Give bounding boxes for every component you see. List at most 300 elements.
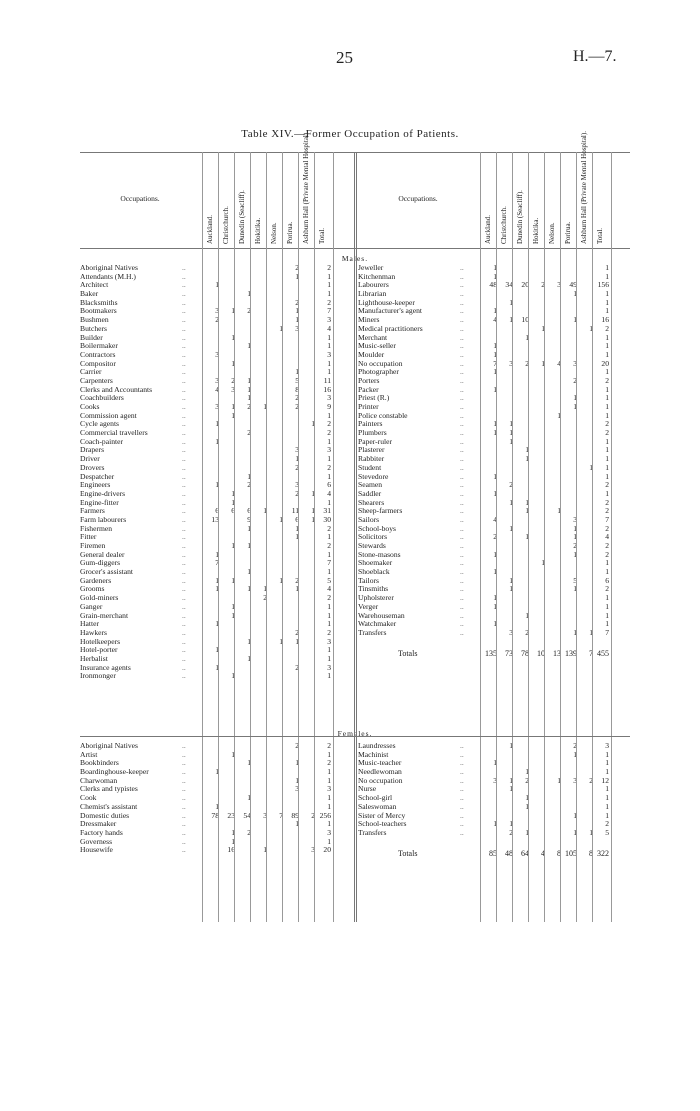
cell-value: 2: [327, 419, 331, 429]
occupation-name: Police constable: [358, 410, 408, 420]
total-value: 48: [505, 848, 513, 858]
cell-value: 2: [605, 541, 609, 550]
leader-dots: ..: [182, 593, 186, 603]
occupation-name: Printer: [358, 402, 379, 411]
occupation-name: Architect: [80, 280, 109, 290]
cell-value: 1: [605, 341, 609, 351]
cell-value: 1: [279, 323, 283, 333]
cell-value: 1: [493, 549, 497, 559]
occupation-name: Farm labourers: [80, 514, 127, 524]
cell-value: 3: [327, 315, 331, 325]
occupation-name: Shoeblack: [358, 567, 390, 577]
cell-value: 2: [605, 523, 609, 533]
cell-value: 49: [569, 280, 577, 290]
occupation-name: Coach-painter: [80, 436, 124, 446]
cell-value: 1: [327, 671, 331, 681]
cell-value: 4: [215, 384, 219, 394]
occupation-name: Drapers: [80, 445, 105, 455]
cell-value: 1: [525, 332, 529, 342]
leader-dots: ..: [182, 567, 186, 577]
cell-value: 1: [231, 306, 235, 316]
cell-value: 1: [247, 567, 251, 577]
leader-dots: ..: [182, 558, 186, 568]
cell-value: 2: [605, 506, 609, 516]
rule-line: [496, 152, 497, 922]
cell-value: 1: [605, 558, 609, 568]
leader-dots: ..: [182, 810, 186, 820]
total-value: 73: [505, 648, 513, 658]
cell-value: 1: [215, 480, 219, 490]
cell-value: 1: [215, 419, 219, 429]
cell-value: 1: [247, 541, 251, 550]
cell-value: 20: [601, 358, 609, 368]
cell-value: 1: [327, 410, 331, 420]
rule-line: [611, 152, 612, 922]
leader-dots: ..: [182, 263, 186, 272]
cell-value: 7: [279, 810, 283, 820]
cell-value: 2: [605, 584, 609, 594]
leader-dots: ..: [182, 767, 186, 777]
cell-value: 1: [493, 428, 497, 438]
cell-value: 1: [493, 306, 497, 316]
cell-value: 3: [327, 827, 331, 837]
cell-value: 1: [327, 367, 331, 377]
cell-value: 1: [247, 793, 251, 803]
leader-dots: ..: [182, 358, 186, 368]
occupation-name: Herbalist: [80, 653, 108, 663]
occupation-name: Plasterer: [358, 445, 385, 455]
cell-value: 1: [573, 584, 577, 594]
cell-value: 1: [215, 645, 219, 655]
occupation-name: Sister of Mercy: [358, 810, 406, 820]
cell-value: 1: [509, 584, 513, 594]
cell-value: 2: [573, 741, 577, 750]
cell-value: 1: [295, 584, 299, 594]
cell-value: 20: [323, 845, 331, 855]
leader-dots: ..: [182, 488, 186, 498]
leader-dots: ..: [460, 567, 464, 577]
cell-value: 1: [573, 402, 577, 411]
occupation-name: Manufacturer's agent: [358, 306, 422, 316]
cell-value: 6: [327, 480, 331, 490]
cell-value: 1: [589, 462, 593, 472]
cell-value: 1: [605, 349, 609, 359]
occupation-name: Upholsterer: [358, 593, 394, 603]
occupation-name: Cycle agents: [80, 419, 120, 429]
rule-line: [234, 152, 235, 922]
leader-dots: ..: [460, 819, 464, 829]
cell-value: 1: [279, 514, 283, 524]
cell-value: 1: [589, 323, 593, 333]
occupation-name: Gold-miners: [80, 593, 119, 603]
leader-dots: ..: [182, 653, 186, 663]
occupation-name: Fitter: [80, 532, 97, 542]
column-header-left: Nelson.: [270, 222, 278, 244]
cell-value: 1: [605, 436, 609, 446]
cell-value: 3: [231, 384, 235, 394]
rule-line: [298, 152, 299, 922]
cell-value: 2: [295, 627, 299, 637]
cell-value: 3: [295, 323, 299, 333]
cell-value: 1: [247, 289, 251, 299]
leader-dots: ..: [182, 523, 186, 533]
leader-dots: ..: [182, 541, 186, 550]
cell-value: 1: [493, 471, 497, 481]
cell-value: 1: [573, 393, 577, 403]
column-header-left: Ashburn Hall (Private Mental Hospital).: [302, 131, 310, 244]
cell-value: 3: [605, 741, 609, 750]
cell-value: 2: [573, 375, 577, 385]
leader-dots: ..: [182, 575, 186, 585]
occupation-name: Hawkers: [80, 627, 107, 637]
cell-value: 1: [327, 653, 331, 663]
leader-dots: ..: [460, 384, 464, 394]
occupation-name: Sailors: [358, 514, 380, 524]
cell-value: 2: [295, 462, 299, 472]
occupation-name: Lighthouse-keeper: [358, 297, 415, 307]
cell-value: 1: [509, 428, 513, 438]
cell-value: 1: [525, 827, 529, 837]
cell-value: 1: [605, 619, 609, 629]
cell-value: 1: [493, 601, 497, 611]
cell-value: 1: [605, 332, 609, 342]
leader-dots: ..: [182, 341, 186, 351]
cell-value: 3: [295, 480, 299, 490]
occupation-name: Jeweller: [358, 263, 384, 272]
occupation-name: Coachbuilders: [80, 393, 124, 403]
cell-value: 2: [247, 306, 251, 316]
cell-value: 1: [327, 619, 331, 629]
occupation-name: Transfers: [358, 627, 387, 637]
cell-value: 4: [327, 323, 331, 333]
leader-dots: ..: [182, 514, 186, 524]
cell-value: 1: [605, 445, 609, 455]
cell-value: 3: [311, 845, 315, 855]
occupation-name: Engine-fitter: [80, 497, 119, 507]
leader-dots: ..: [182, 819, 186, 829]
cell-value: 3: [327, 349, 331, 359]
totals-label: Totals: [398, 648, 418, 658]
cell-value: 4: [557, 358, 561, 368]
cell-value: 1: [327, 280, 331, 290]
leader-dots: ..: [182, 323, 186, 333]
column-header-left: Hokitika.: [254, 217, 262, 244]
occupation-name: Stevedore: [358, 471, 389, 481]
occupation-name: Engineers: [80, 480, 111, 490]
cell-value: 1: [509, 819, 513, 829]
leader-dots: ..: [460, 793, 464, 803]
totals-label: Totals: [398, 848, 418, 858]
cell-value: 1: [231, 541, 235, 550]
column-header-right: Auckland.: [484, 215, 492, 244]
occupation-name: Student: [358, 462, 382, 472]
total-value: 105: [565, 848, 577, 858]
cell-value: 1: [247, 653, 251, 663]
total-value: 64: [521, 848, 529, 858]
leader-dots: ..: [182, 741, 186, 750]
total-value: 7: [589, 648, 593, 658]
occupation-name: School-boys: [358, 523, 396, 533]
occupation-name: Kitchenman: [358, 271, 396, 281]
cell-value: 7: [327, 558, 331, 568]
leader-dots: ..: [182, 280, 186, 290]
occupation-name: Commercial travellers: [80, 428, 148, 438]
occupation-name: Ironmonger: [80, 671, 116, 681]
cell-value: 2: [541, 280, 545, 290]
occupation-name: Grooms: [80, 584, 105, 594]
leader-dots: ..: [460, 514, 464, 524]
cell-value: 1: [573, 289, 577, 299]
rule-line: [314, 152, 315, 922]
occupation-name: Cook: [80, 793, 97, 803]
cell-value: 1: [231, 836, 235, 846]
leader-dots: ..: [182, 332, 186, 342]
leader-dots: ..: [460, 767, 464, 777]
cell-value: 2: [247, 428, 251, 438]
cell-value: 3: [295, 445, 299, 455]
cell-value: 5: [573, 575, 577, 585]
occupation-name: Solicitors: [358, 532, 388, 542]
cell-value: 1: [327, 819, 331, 829]
occupation-name: Grocer's assistant: [80, 567, 134, 577]
cell-value: 1: [231, 488, 235, 498]
cell-value: 6: [605, 575, 609, 585]
leader-dots: ..: [182, 419, 186, 429]
occupation-name: Governess: [80, 836, 113, 846]
cell-value: 2: [573, 541, 577, 550]
cell-value: 1: [541, 558, 545, 568]
cell-value: 1: [573, 810, 577, 820]
cell-value: 2: [605, 819, 609, 829]
cell-value: 4: [605, 532, 609, 542]
cell-value: 3: [509, 358, 513, 368]
cell-value: 1: [295, 306, 299, 316]
cell-value: 7: [327, 306, 331, 316]
cell-value: 1: [541, 358, 545, 368]
cell-value: 1: [327, 645, 331, 655]
leader-dots: ..: [182, 671, 186, 681]
occupation-name: Seamen: [358, 480, 383, 490]
leader-dots: ..: [460, 306, 464, 316]
cell-value: 1: [557, 410, 561, 420]
total-value: 85: [489, 848, 497, 858]
cell-value: 1: [215, 436, 219, 446]
leader-dots: ..: [460, 454, 464, 464]
leader-dots: ..: [460, 263, 464, 272]
occupation-name: Packer: [358, 384, 379, 394]
cell-value: 1: [263, 584, 267, 594]
leader-dots: ..: [460, 593, 464, 603]
cell-value: 1: [605, 367, 609, 377]
cell-value: 2: [295, 575, 299, 585]
females-section-label: Females.: [337, 729, 373, 738]
cell-value: 1: [493, 619, 497, 629]
total-value: 4: [541, 848, 545, 858]
cell-value: 1: [231, 827, 235, 837]
occupation-name: School-teachers: [358, 819, 407, 829]
occupation-name: Commission agent: [80, 410, 137, 420]
cell-value: 3: [215, 402, 219, 411]
total-value: 455: [597, 648, 609, 658]
cell-value: 2: [327, 758, 331, 768]
leader-dots: ..: [460, 619, 464, 629]
leader-dots: ..: [460, 810, 464, 820]
cell-value: 7: [215, 558, 219, 568]
total-value: 8: [557, 848, 561, 858]
cell-value: 2: [327, 263, 331, 272]
cell-value: 2: [311, 810, 315, 820]
leader-dots: ..: [182, 436, 186, 446]
cell-value: 1: [231, 332, 235, 342]
cell-value: 1: [327, 549, 331, 559]
cell-value: 1: [327, 271, 331, 281]
cell-value: 2: [295, 662, 299, 672]
cell-value: 1: [509, 419, 513, 429]
cell-value: 1: [509, 297, 513, 307]
occupation-name: Laundresses: [358, 741, 396, 750]
cell-value: 1: [279, 575, 283, 585]
cell-value: 1: [295, 271, 299, 281]
leader-dots: ..: [460, 758, 464, 768]
leader-dots: ..: [460, 775, 464, 785]
occupation-name: Sheep-farmers: [358, 506, 403, 516]
occupation-name: Needlewoman: [358, 767, 402, 777]
leader-dots: ..: [460, 784, 464, 794]
occupation-name: Watchmaker: [358, 619, 397, 629]
occupation-name: Dressmaker: [80, 819, 117, 829]
leader-dots: ..: [460, 749, 464, 759]
occupation-name: Warehouseman: [358, 610, 405, 620]
leader-dots: ..: [182, 610, 186, 620]
cell-value: 2: [493, 532, 497, 542]
leader-dots: ..: [460, 332, 464, 342]
occupation-name: Despatcher: [80, 471, 115, 481]
cell-value: 1: [493, 488, 497, 498]
occupations-header-left: Occupations.: [120, 194, 160, 203]
cell-value: 1: [605, 306, 609, 316]
cell-value: 1: [327, 497, 331, 507]
occupation-name: Merchant: [358, 332, 388, 342]
occupation-name: Hotel-porter: [80, 645, 118, 655]
cell-value: 1: [573, 315, 577, 325]
cell-value: 1: [509, 775, 513, 785]
cell-value: 1: [493, 567, 497, 577]
cell-value: 1: [589, 827, 593, 837]
cell-value: 3: [573, 358, 577, 368]
cell-value: 10: [521, 315, 529, 325]
cell-value: 1: [327, 358, 331, 368]
total-value: 135: [485, 648, 497, 658]
cell-value: 3: [215, 375, 219, 385]
occupation-name: Machinist: [358, 749, 389, 759]
cell-value: 2: [215, 315, 219, 325]
rule-line: [202, 152, 203, 922]
cell-value: 1: [295, 775, 299, 785]
leader-dots: ..: [182, 836, 186, 846]
cell-value: 2: [605, 419, 609, 429]
cell-value: 2: [295, 263, 299, 272]
occupation-name: Hotelkeepers: [80, 636, 121, 646]
cell-value: 1: [605, 610, 609, 620]
occupation-name: Contractors: [80, 349, 116, 359]
cell-value: 2: [295, 393, 299, 403]
cell-value: 1: [605, 402, 609, 411]
occupation-name: Shearers: [358, 497, 385, 507]
occupation-name: Hatter: [80, 619, 99, 629]
cell-value: 1: [327, 749, 331, 759]
cell-value: 9: [247, 514, 251, 524]
occupation-name: Boardinghouse-keeper: [80, 767, 149, 777]
occupation-name: Gum-diggers: [80, 558, 121, 568]
cell-value: 4: [493, 315, 497, 325]
cell-value: 16: [601, 315, 609, 325]
occupation-name: Miners: [358, 315, 380, 325]
cell-value: 12: [601, 775, 609, 785]
occupation-name: Carpenters: [80, 375, 113, 385]
cell-value: 1: [215, 575, 219, 585]
occupation-name: Photographer: [358, 367, 399, 377]
occupation-name: Bootmakers: [80, 306, 117, 316]
cell-value: 3: [327, 784, 331, 794]
occupation-name: Verger: [358, 601, 379, 611]
cell-value: 1: [509, 741, 513, 750]
document-reference: H.—7.: [573, 48, 617, 65]
cell-value: 156: [597, 280, 609, 290]
rule-line: [528, 152, 529, 922]
cell-value: 2: [605, 428, 609, 438]
cell-value: 1: [327, 793, 331, 803]
column-header-left: Total.: [318, 227, 326, 244]
cell-value: 1: [573, 827, 577, 837]
occupation-name: Tinsmiths: [358, 584, 389, 594]
occupation-name: Stone-masons: [358, 549, 401, 559]
occupation-name: Domestic duties: [80, 810, 130, 820]
cell-value: 7: [493, 358, 497, 368]
leader-dots: ..: [460, 627, 464, 637]
leader-dots: ..: [182, 532, 186, 542]
rule-line: [218, 152, 219, 922]
cell-value: 1: [231, 601, 235, 611]
cell-value: 1: [247, 341, 251, 351]
cell-value: 2: [327, 297, 331, 307]
occupation-name: Builder: [80, 332, 103, 342]
occupation-name: Plumbers: [358, 428, 387, 438]
cell-value: 1: [589, 627, 593, 637]
cell-value: 3: [573, 514, 577, 524]
cell-value: 1: [605, 801, 609, 811]
occupation-name: Grain-merchant: [80, 610, 129, 620]
cell-value: 3: [215, 306, 219, 316]
cell-value: 1: [605, 758, 609, 768]
cell-value: 1: [231, 610, 235, 620]
cell-value: 1: [509, 497, 513, 507]
occupation-name: Aboriginal Natives: [80, 741, 138, 750]
total-value: 10: [537, 648, 545, 658]
cell-value: 1: [247, 523, 251, 533]
total-value: 322: [597, 848, 609, 858]
cell-value: 1: [327, 767, 331, 777]
cell-value: 1: [525, 610, 529, 620]
cell-value: 1: [525, 532, 529, 542]
leader-dots: ..: [182, 306, 186, 316]
cell-value: 2: [247, 402, 251, 411]
cell-value: 1: [295, 315, 299, 325]
occupation-name: Factory hands: [80, 827, 123, 837]
rule-line: [512, 152, 513, 922]
occupation-name: Music-teacher: [358, 758, 402, 768]
cell-value: 1: [295, 523, 299, 533]
cell-value: 1: [573, 532, 577, 542]
